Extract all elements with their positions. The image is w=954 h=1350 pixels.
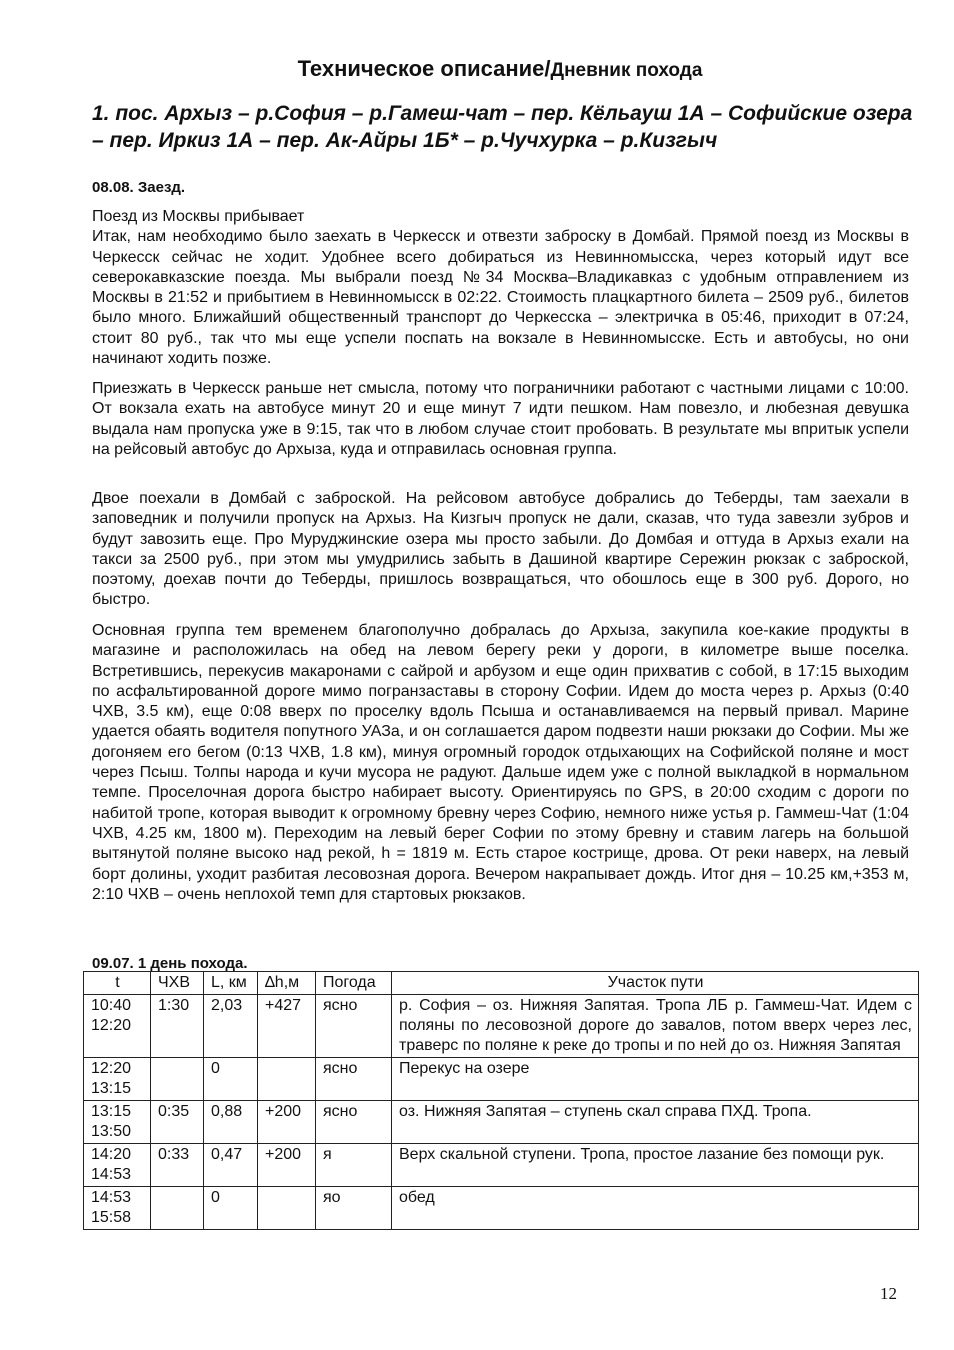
- time-start: 14:53: [91, 1189, 132, 1206]
- table-row: [84, 1058, 919, 1101]
- cell-length: 2,03: [204, 995, 258, 1058]
- paragraph-dombay: Двое поехали в Домбай с заброской. На рейсовом автобусе добрались до Теберды, там заехали в заповедник и получили пропуск на Архыз. На Кизгыч пропуск не дали, сказав, что туда завезли зубров и будут завозить еще. Про Муруджинские озера мы просто забыли. До Домбая и оттуда в Архыз ехали на такси за 2500 руб., при этом мы умудрились забыть в Дашиной квартире Сережин рюкзак с заброской, поэтому, доехав почти до Теберды, пришлось возвращаться, что обошлось еще в 300 руб. Дорого, но быстро.: [92, 490, 909, 609]
- header-time: t: [84, 972, 151, 995]
- paragraph-cherkessk: Приезжать в Черкесск раньше нет смысла, потому что пограничники работают с частными лицами с 10:00. От вокзала ехать на автобусе минут 20 и еще минут 7 идти пешком. Нам повезло, и любезная девушка выдала нам пропуска уже в 9:15, так что в любом случае стоит пробовать. В результате мы впритык успели на рейсовый автобус до Архыза, куда и отправилась основная группа.: [92, 380, 909, 458]
- arrival-heading: 08.08. Заезд.: [92, 179, 186, 196]
- time-end: 13:15: [91, 1080, 132, 1097]
- table-row: [84, 1144, 919, 1187]
- time-start: 12:20: [91, 1060, 132, 1077]
- cell-elevation: [258, 1058, 316, 1101]
- header-route: Участок пути: [392, 972, 919, 995]
- paragraph-main-group: Основная группа тем временем благополучно добралась до Архыза, закупила кое-какие продукты в магазине и расположилась на обед на левом берегу реки у дороги, в километре выше поселка. Встретившись, перекусив макаронами с сайрой и арбузом и еще один прихватив с собой, в 17:15 выходим по асфальтированной дороге мимо погранзаставы в сторону Софии. Идем до моста через р. Архыз (0:40 ЧХВ, 3.5 км), еще 0:08 вверх по проселку вдоль Псыша и останавливаемся на первый привал. Марине удается обаять водителя попутного УАЗа, и он соглашается даром подвезти наши рюкзаки до Софии. Мы же догоняем его бегом (0:13 ЧХВ, 1.8 км), минуя огромный городок отдыхающих на Софийской поляне и мост через Псыш. Толпы народа и кучи мусора не радуют. Дальше идем уже с полной выкладкой в нормальном темпе. Проселочная дорога быстро набирает высоту. Ориентируясь по GPS, в 20:00 сходим с дороги по набитой тропе, которая выводит к огромному бревну через Софию, немного ниже устья р. Гаммеш-Чат (1:04 ЧХВ, 4.25 км, 1800 м). Переходим на левый берег Софии по этому бревну и ставим лагерь на большой вытянутой поляне высоко над рекой, h = 1819 м. Есть старое кострище, дрова. От реки наверх, на левый борт долины, уходит разбитая лесовозная дорога. Вечером накрапывает дождь. Итог дня – 10.25 км,+353 м, 2:10 ЧХВ – очень неплохой темп для стартовых рюкзаков.: [92, 622, 909, 903]
- cell-length: 0: [204, 1058, 258, 1101]
- cell-time: [84, 1144, 151, 1187]
- cell-chv: [151, 1187, 204, 1230]
- cell-elevation: +200: [258, 1144, 316, 1187]
- table-row: [84, 995, 919, 1058]
- page-title: [0, 56, 954, 82]
- route-log-table: [83, 971, 919, 1230]
- header-chv: ЧХВ: [151, 972, 204, 995]
- table-row: [84, 1187, 919, 1230]
- table-header-row: [84, 972, 919, 995]
- cell-time: [84, 1187, 151, 1230]
- time-end: 13:50: [91, 1123, 132, 1140]
- cell-weather: яо: [316, 1187, 392, 1230]
- cell-length: 0,88: [204, 1101, 258, 1144]
- paragraph-train-body: Итак, нам необходимо было заехать в Черкесск и отвезти заброску в Домбай. Прямой поезд из Москвы в Черкесск сейчас не ходит. Удобнее всего добираться из Невинномысска, через который идут все северокавказские поезда. Мы выбрали поезд №34 Москва–Владикавказ с удобным отправлением из Москвы в 21:52 и прибытием в Невинномысск в 02:22. Стоимость плацкартного билета – 2509 руб., билетов было много. Ближайший общественный транспорт до Черкесска – электричка в 05:46, приходит в 07:24, стоит 80 руб., так что мы еще успели поспать на вокзале в Невинномысске. Есть и автобусы, но они начинают ходить позже.: [92, 228, 909, 368]
- cell-length: 0,47: [204, 1144, 258, 1187]
- cell-weather: ясно: [316, 1101, 392, 1144]
- time-end: 15:58: [91, 1209, 132, 1226]
- header-weather: Погода: [316, 972, 392, 995]
- cell-weather: я: [316, 1144, 392, 1187]
- paragraph-train: [92, 207, 909, 369]
- cell-elevation: +200: [258, 1101, 316, 1144]
- time-start: 13:15: [91, 1103, 132, 1120]
- cell-weather: ясно: [316, 1058, 392, 1101]
- route-heading: 1. пос. Архыз – р.София – р.Гамеш-чат – пер. Кёльауш 1А – Софийские озера – пер. Иркиз 1А – пер. Ак-Айры 1Б* – р.Чучхурка – р.Кизгыч: [92, 102, 913, 152]
- cell-route: обед: [392, 1187, 919, 1230]
- cell-weather: ясно: [316, 995, 392, 1058]
- day1-heading: 09.07. 1 день похода.: [92, 955, 248, 972]
- cell-time: [84, 995, 151, 1058]
- paragraph-train-intro: Поезд из Москвы прибывает: [92, 208, 305, 225]
- cell-route: Перекус на озере: [392, 1058, 919, 1101]
- cell-elevation: [258, 1187, 316, 1230]
- cell-route: оз. Нижняя Запятая – ступень скал справа ПХД. Тропа.: [392, 1101, 919, 1144]
- cell-route: р. София – оз. Нижняя Запятая. Тропа ЛБ р. Гаммеш-Чат. Идем с поляны по лесовозной дороге до завалов, потом вверх через лес, траверс по поляне к реке до тропы и по ней до оз. Нижняя Запятая: [392, 995, 919, 1058]
- time-end: 14:53: [91, 1166, 132, 1183]
- header-elevation: ∆h,м: [258, 972, 316, 995]
- time-start: 14:20: [91, 1146, 132, 1163]
- cell-chv: [151, 1058, 204, 1101]
- cell-time: [84, 1058, 151, 1101]
- time-end: 12:20: [91, 1017, 132, 1034]
- page-number: 12: [880, 1284, 897, 1303]
- title-main: Техническое описание/: [297, 56, 551, 81]
- cell-route: Верх скальной ступени. Тропа, простое лазание без помощи рук.: [392, 1144, 919, 1187]
- time-start: 10:40: [91, 997, 132, 1014]
- table-row: [84, 1101, 919, 1144]
- cell-chv: 0:33: [151, 1144, 204, 1187]
- cell-chv: 0:35: [151, 1101, 204, 1144]
- cell-chv: 1:30: [151, 995, 204, 1058]
- header-length: L, км: [204, 972, 258, 995]
- cell-time: [84, 1101, 151, 1144]
- title-sub: Дневник похода: [550, 60, 703, 81]
- cell-length: 0: [204, 1187, 258, 1230]
- cell-elevation: +427: [258, 995, 316, 1058]
